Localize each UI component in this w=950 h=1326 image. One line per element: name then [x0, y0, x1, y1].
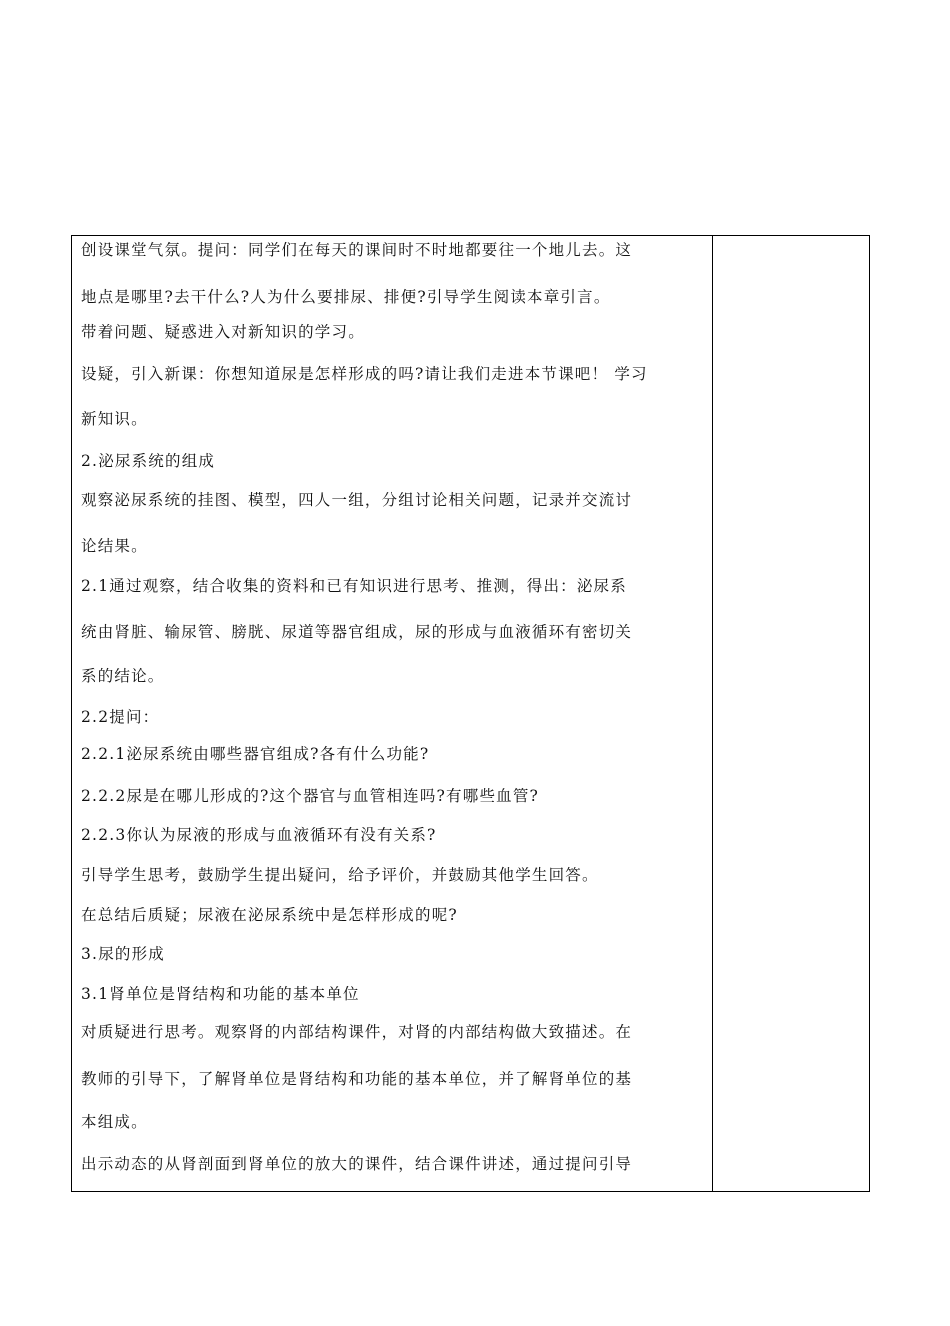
text-line: 带着问题、疑惑进入对新知识的学习。: [81, 323, 365, 341]
text-line: 教师的引导下，了解肾单位是肾结构和功能的基本单位，并了解肾单位的基: [81, 1070, 633, 1088]
text-line: 论结果。: [81, 537, 148, 555]
text-line: 设疑，引入新课：你想知道尿是怎样形成的吗?请让我们走进本节课吧！ 学习: [81, 365, 648, 383]
text-line: 创设课堂气氛。提问：同学们在每天的课间时不时地都要往一个地儿去。这: [81, 241, 633, 259]
text-line: 地点是哪里?去干什么?人为什么要排尿、排便?引导学生阅读本章引言。: [81, 288, 611, 306]
text-line: 2.泌尿系统的组成: [81, 452, 216, 470]
text-line: 引导学生思考，鼓励学生提出疑问，给予评价，并鼓励其他学生回答。: [81, 866, 599, 884]
text-line: 对质疑进行思考。观察肾的内部结构课件，对肾的内部结构做大致描述。在: [81, 1023, 633, 1041]
text-line: 3.尿的形成: [81, 945, 165, 963]
lesson-content-cell: [72, 236, 712, 1191]
text-line: 观察泌尿系统的挂图、模型，四人一组，分组讨论相关问题，记录并交流讨: [81, 491, 633, 509]
text-line: 新知识。: [81, 410, 148, 428]
text-line: 在总结后质疑；尿液在泌尿系统中是怎样形成的呢?: [81, 906, 458, 924]
text-line: 2.2提问：: [81, 708, 160, 726]
text-line: 2.2.3你认为尿液的形成与血液循环有没有关系?: [81, 826, 437, 844]
text-line: 出示动态的从肾剖面到肾单位的放大的课件，结合课件讲述，通过提问引导: [81, 1155, 633, 1173]
text-line: 2.2.1泌尿系统由哪些器官组成?各有什么功能?: [81, 745, 430, 763]
notes-cell: [713, 236, 869, 1191]
text-line: 2.1通过观察，结合收集的资料和已有知识进行思考、推测，得出：泌尿系: [81, 577, 627, 595]
lesson-table: [71, 235, 870, 1192]
text-line: 系的结论。: [81, 667, 165, 685]
text-line: 本组成。: [81, 1113, 148, 1131]
text-line: 统由肾脏、输尿管、膀胱、尿道等器官组成，尿的形成与血液循环有密切关: [81, 623, 633, 641]
text-line: 3.1肾单位是肾结构和功能的基本单位: [81, 985, 360, 1003]
text-line: 2.2.2尿是在哪儿形成的?这个器官与血管相连吗?有哪些血管?: [81, 787, 540, 805]
